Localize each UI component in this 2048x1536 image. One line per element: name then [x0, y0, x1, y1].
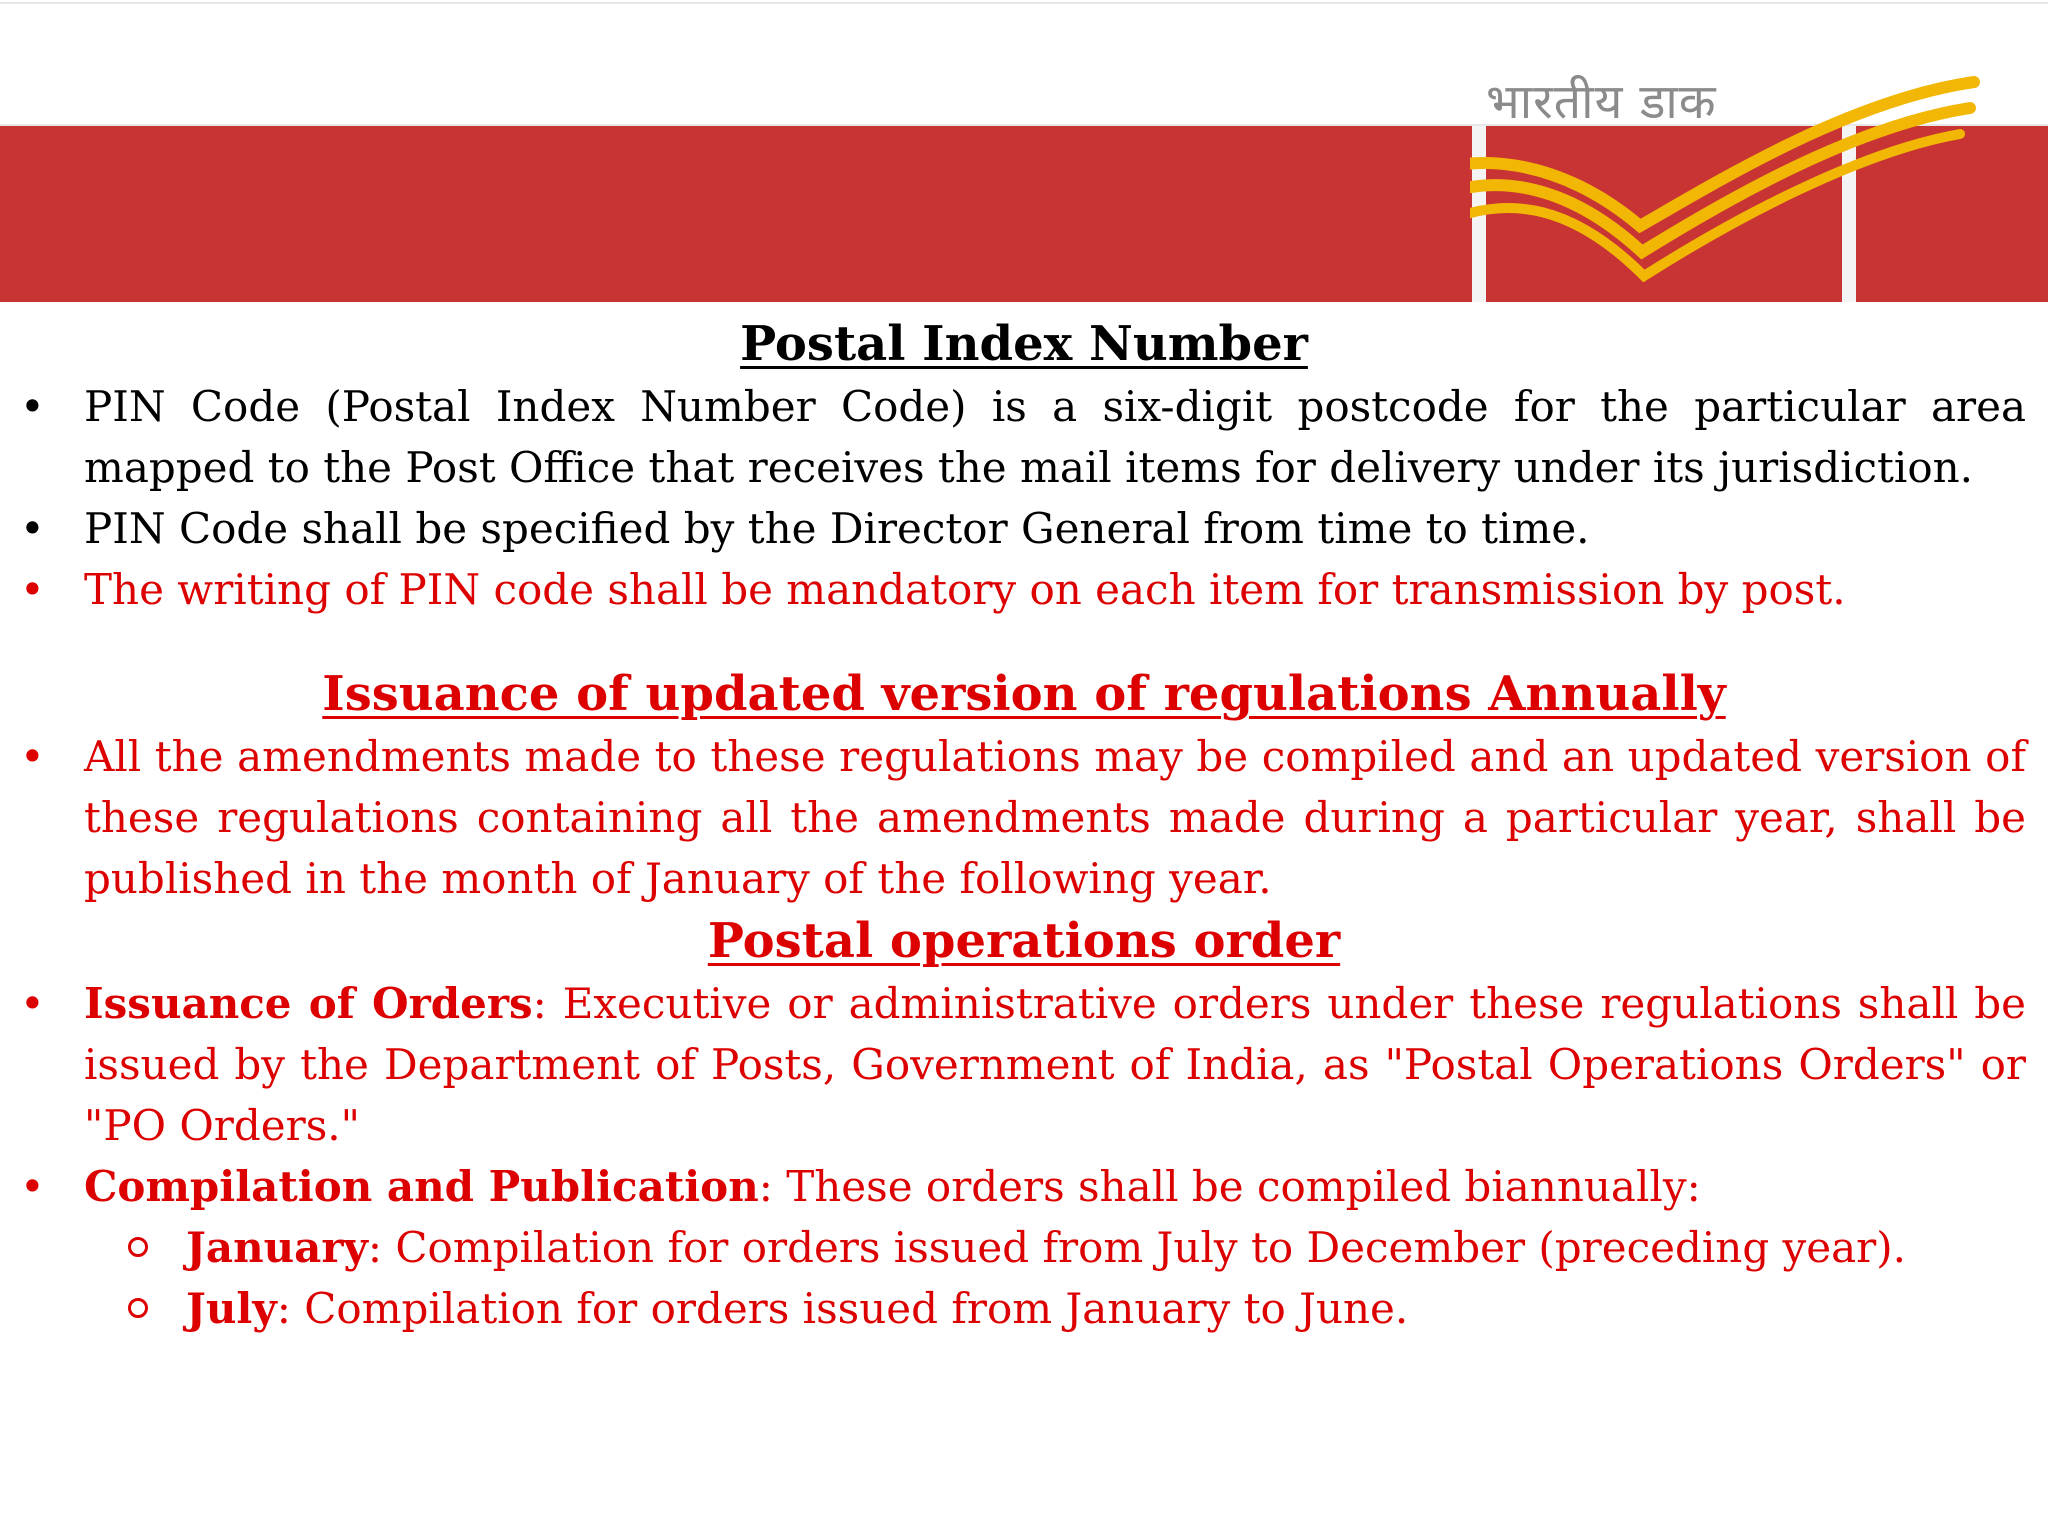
- logo-right-post: [1842, 126, 1856, 302]
- pin-bullet-definition: • PIN Code (Postal Index Number Code) is a six-digit postcode for the particular area mapped to the Post Office that receives the mail items for delivery under its jurisdiction.: [0, 376, 2048, 498]
- logo-hindi-text: भारतीय डाक: [1486, 74, 1717, 130]
- annual-bullet-amendments: • All the amendments made to these regulations may be compiled and an updated version of these regulations containing all the amendments made during a particular year, shall be published in the month of January of the following year.: [0, 726, 2048, 909]
- po-bullet-list: [0, 973, 2048, 1217]
- po-sub-january-label: January: [186, 1223, 368, 1272]
- hollow-circle-bullet-icon: [128, 1237, 148, 1257]
- pin-bullet-specified: • PIN Code shall be specified by the Director General from time to time.: [0, 498, 2048, 559]
- po-issuance-label: Issuance of Orders: [84, 979, 533, 1028]
- po-compilation-text: : These orders shall be compiled biannually:: [758, 1162, 1701, 1211]
- po-sub-july-label: July: [186, 1284, 277, 1333]
- pin-bullet-list: [0, 376, 2048, 620]
- po-bullet-compilation: [0, 1156, 2048, 1217]
- po-sub-bullet-list: [0, 1217, 2048, 1339]
- po-issuance-text: : Executive or administrative orders under these regulations shall be issued by the Department of Posts, Government of India, as "Postal Operations Orders" or "PO Orders.": [84, 979, 2026, 1150]
- section-spacer: [0, 620, 2048, 662]
- po-bullet-issuance: [0, 973, 2048, 1156]
- po-compilation-label: Compilation and Publication: [84, 1162, 759, 1211]
- pin-bullet-mandatory: • The writing of PIN code shall be mandatory on each item for transmission by post.: [0, 559, 2048, 620]
- india-post-logo: [1470, 30, 1990, 302]
- heading-postal-index-number: Postal Index Number: [740, 316, 1308, 372]
- slide-content: [0, 312, 2048, 1522]
- po-sub-january-text: : Compilation for orders issued from July to December (preceding year).: [367, 1223, 1906, 1272]
- header-top-line: [0, 2, 2048, 4]
- po-sub-july-text: : Compilation for orders issued from January to June.: [276, 1284, 1409, 1333]
- slide-header: [0, 0, 2048, 302]
- po-sub-bullet-july: [0, 1278, 2048, 1339]
- hollow-circle-bullet-icon: [128, 1298, 148, 1318]
- heading-annual-issuance: Issuance of updated version of regulations Annually: [322, 666, 1726, 722]
- po-sub-bullet-january: [0, 1217, 2048, 1278]
- annual-bullet-list: [0, 726, 2048, 909]
- heading-postal-operations-order: Postal operations order: [707, 913, 1341, 969]
